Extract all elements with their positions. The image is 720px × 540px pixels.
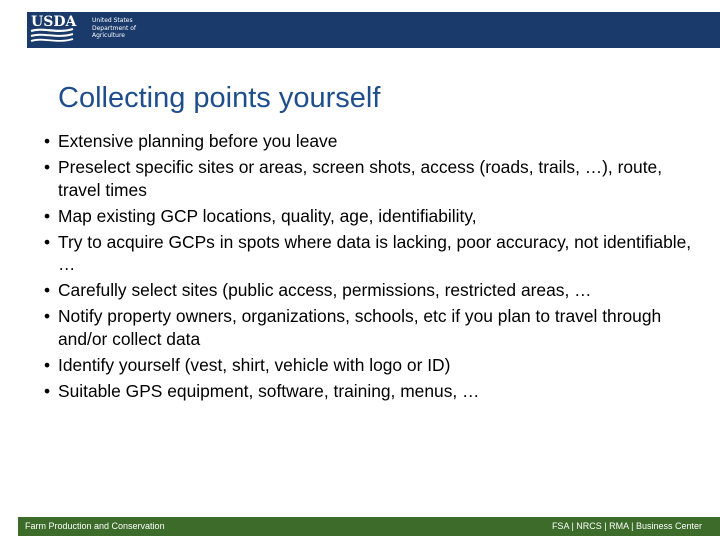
slide-title: Collecting points yourself [58, 82, 381, 114]
bullet-text: Carefully select sites (public access, permissions, restricted areas, … [58, 280, 592, 300]
bullet-item [44, 231, 694, 276]
bullet-item [44, 305, 694, 350]
bullet-text: Map existing GCP locations, quality, age, identifiability, [58, 205, 477, 226]
bullet-dot: • [44, 306, 51, 326]
bullet-item [44, 279, 694, 302]
bullet-text: Notify property owners, organizations, schools, etc if you plan to travel through and/or collect data [58, 306, 662, 349]
bullet-dot: • [44, 380, 51, 401]
footer-bar [18, 517, 720, 536]
bullet-dot: • [44, 157, 51, 177]
bullet-dot: • [44, 231, 51, 252]
bullet-text: Try to acquire GCPs in spots where data is lacking, poor accuracy, not identifiable, … [58, 231, 692, 274]
bullet-text: Identify yourself (vest, shirt, vehicle with logo or ID) [58, 354, 451, 375]
department-name [92, 17, 136, 40]
department-line: Department of [92, 24, 136, 32]
bullet-text: Extensive planning before you leave [58, 131, 338, 151]
department-line: United States [92, 17, 133, 24]
bullet-item [44, 130, 694, 153]
bullet-dot: • [44, 131, 51, 151]
usda-logo-graphic [29, 12, 89, 48]
bullet-item [44, 156, 694, 201]
bullet-dot: • [44, 280, 51, 300]
usda-logo [29, 12, 89, 48]
department-line: Agriculture [92, 32, 125, 39]
usda-logo-text: USDA [31, 14, 77, 30]
bullet-list [44, 130, 694, 406]
bullet-item [44, 380, 694, 403]
footer-mission-area: Farm Production and Conservation [25, 521, 165, 531]
bullet-text: Suitable GPS equipment, software, training, menus, … [58, 380, 480, 401]
bullet-item [44, 205, 694, 228]
footer-agencies: FSA | NRCS | RMA | Business Center [551, 521, 702, 531]
bullet-item [44, 354, 694, 377]
bullet-text: Preselect specific sites or areas, screen shots, access (roads, trails, …), route, travel times [58, 157, 663, 200]
bullet-dot: • [44, 354, 51, 375]
bullet-dot: • [44, 205, 51, 226]
